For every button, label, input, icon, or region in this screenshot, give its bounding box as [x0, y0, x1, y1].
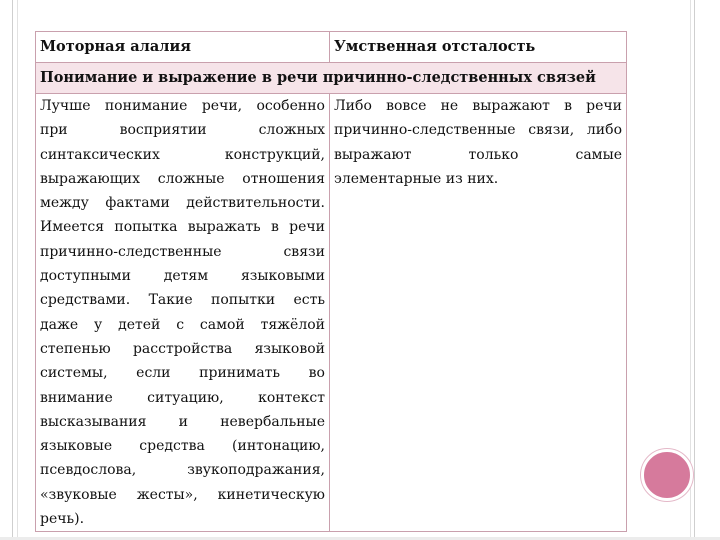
frame-line-right: [690, 0, 691, 540]
header-motor-alalia: Моторная алалия: [36, 32, 330, 63]
frame-line-left: [17, 0, 18, 540]
comparison-table: [35, 31, 627, 532]
mental-retardation-description: Либо вовсе не выражают в речи причинно-следственные связи, либо выражают только самые элементарные из них.: [330, 94, 627, 532]
section-row: [36, 63, 627, 94]
table-header-row: [36, 32, 627, 63]
motor-alalia-description: Лучше понимание речи, особенно при восприятии сложных синтаксических конструкций, выражающих сложные отношения между фактами действительности. Имеется попытка выражать в речи причинно-следственные связи доступными детям языковыми средствами. Такие попытки есть даже у детей с самой тяжёлой степенью расстройства языковой системы, если принимать во внимание ситуацию, контекст высказывания и невербальные языковые средства (интонацию, псевдослова, звукоподражания, «звуковые жесты», кинетическую речь).: [36, 94, 330, 532]
header-mental-retardation: Умственная отсталость: [330, 32, 627, 63]
decorative-circle: [641, 449, 693, 501]
table-row: [36, 94, 627, 532]
section-title: Понимание и выражение в речи причинно-следственных связей: [36, 63, 627, 94]
